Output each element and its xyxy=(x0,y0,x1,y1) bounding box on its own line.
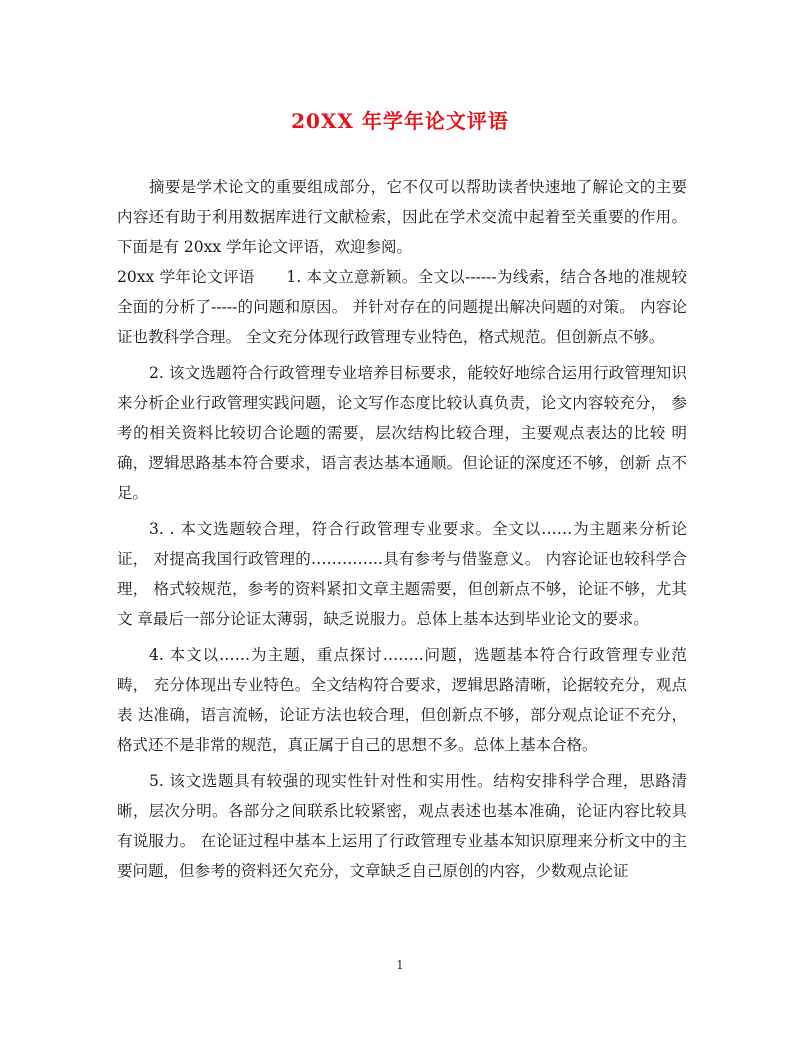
comment-paragraph-5: 5. 该文选题具有较强的现实性针对性和实用性。结构安排科学合理，思路清晰，层次分明。各部分之间联系比较紧密，观点表述也基本准确，论证内容比较具有说服力。 在论证过程中基本上运用了行政管理专业基本知识原理来分析文中的主要问题，但参考的资料还欠充分，文章缺乏自己原创的内容，少数观点论证 xyxy=(117,772,687,880)
comment-paragraph-1: 20xx 学年论文评语 1. 本文立意新颖。全文以------为线索，结合各地的准规较全面的分析了-----的问题和原因。 并针对存在的问题提出解决问题的对策。 内容论证也教科学合理。 全文充分体现行政管理专业特色，格式规范。但创新点不够。 xyxy=(117,268,687,346)
comment-paragraph-2: 2. 该文选题符合行政管理专业培养目标要求，能较好地综合运用行政管理知识 来分析企业行政管理实践问题，论文写作态度比较认真负责，论文内容较充分， 参考的相关资料比较切合论题的需要，层次结构比较合理，主要观点表达的比较 明确，逻辑思路基本符合要求，语言表达基本通顺。但论证的深度还不够，创新 点不足。 xyxy=(117,364,687,502)
document-body xyxy=(117,172,687,886)
abstract-paragraph: 摘要是学术论文的重要组成部分，它不仅可以帮助读者快速地了解论文的主要内容还有助于利用数据库进行文献检索，因此在学术交流中起着至关重要的作用。下面是有 20xx 学年论文评语，欢迎参阅。 xyxy=(117,178,687,256)
document-title: 20XX 年学年论文评语 xyxy=(291,109,509,133)
comment-paragraph-3: 3. . 本文选题较合理，符合行政管理专业要求。全文以……为主题来分析论证， 对提高我国行政管理的…………..具有参考与借鉴意义。 内容论证也较科学合理， 格式较规范，参考的资料紧扣文章主题需要，但创新点不够，论证不够，尤其文 章最后一部分论证太薄弱，缺乏说服力。总体上基本达到毕业论文的要求。 xyxy=(117,520,687,628)
page-number: 1 xyxy=(396,958,404,972)
comment-paragraph-4: 4. 本文以……为主题，重点探讨……..问题，选题基本符合行政管理专业范畴， 充分体现出专业特色。全文结构符合要求，逻辑思路清晰，论据较充分，观点表 达准确，语言流畅，论证方法也较合理，但创新点不够，部分观点论证不充分， 格式还不是非常的规范，真正属于自己的思想不多。总体上基本合格。 xyxy=(117,646,687,754)
